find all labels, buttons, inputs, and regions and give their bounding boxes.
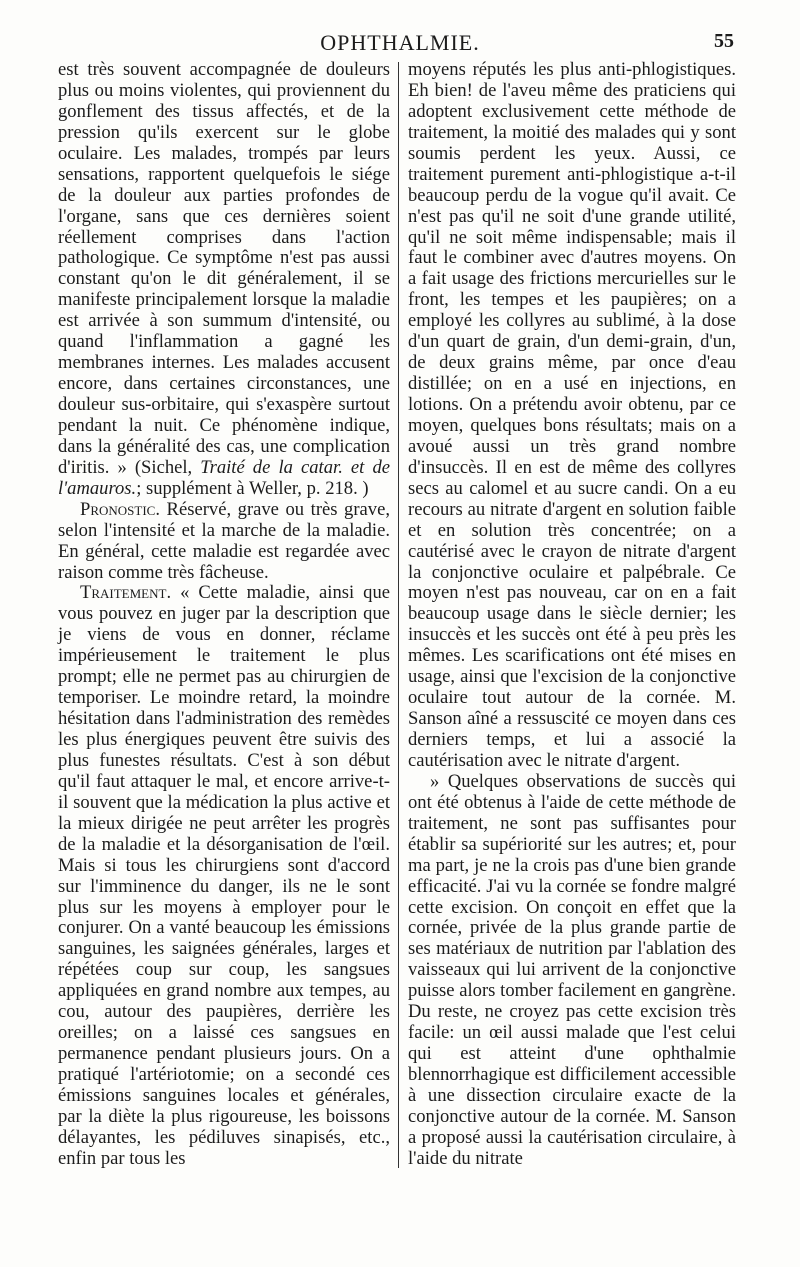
- paragraph-text: « Cette maladie, ainsi que vous pouvez en juger par la description que je viens de vous en donner, réclame impérieusement le traitement le plus prompt; elle ne permet pas au chirurgien de temporiser. Le moindre retard, la moindre hésitation dans l'administration des remèdes les plus énergiques peuvent être suivis des plus funestes résultats. C'est à son début qu'il faut attaquer le mal, et encore arrive-t-il souvent que la médication la plus active et la mieux dirigée ne peut arrêter les progrès de la maladie et la désorganisation de l'œil. Mais si tous les chirurgiens sont d'accord sur l'imminence du danger, ils ne le sont plus sur les moyens à employer pour le conjurer. On a vanté beaucoup les émissions sanguines, les saignées générales, larges et répétées coup sur coup, les sangsues appliquées en grand nombre aux tempes, au cou, autour des paupières, derrière les oreilles; on a laissé ces sangsues en permanence pendant plusieurs jours. On a pratiqué l'artériotomie; on a secondé ces émissions sanguines locales et générales, par la diète la plus rigoureuse, les boissons délayantes, les pédiluves sinapisés, etc., enfin par tous les: [58, 582, 390, 1169]
- cited-work-title: Traité de la catar. et de l'amauros.: [58, 456, 390, 499]
- citation-text: ; supplément à Weller, p. 218. ): [136, 477, 369, 499]
- paragraph-excision: » Quelques observations de succès qui ont été obtenus à l'aide de cette méthode de traitement, ne sont pas suffisantes pour établir sa supériorité sur les autres; et, pour ma part, je ne la crois pas d'une bien grande efficacité. J'ai vu la cornée se fondre malgré cette excision. On conçoit en effet que la cornée, privée de la plus grande partie de ses matériaux de nutrition par l'ablation des vaisseaux qui lui arrivent de la conjonctive puisse alors tomber facilement en gangrène. Du reste, ne croyez pas cette excision très facile: un œil aussi malade que l'est celui qui est atteint d'une ophthalmie blennorrhagique est difficilement accessible à une dissection circulaire exacte de la conjonctive autour de la cornée. M. Sanson a proposé aussi la cautérisation circulaire, à l'aide du nitrate: [408, 770, 736, 1169]
- column-divider: [398, 62, 399, 1168]
- section-label-prognosis: Pronostic.: [80, 498, 160, 520]
- right-column: [408, 60, 736, 1170]
- paragraph-prognosis: [58, 500, 390, 584]
- paragraph-symptoms: [58, 60, 390, 500]
- paragraph-treatment: [58, 583, 390, 1169]
- left-column: [58, 60, 390, 1170]
- paragraph-text: est très souvent accompagnée de douleurs plus ou moins violentes, qui proviennent du gonflement des tissus affectés, et de la pression qu'ils exercent sur le globe oculaire. Les malades, trompés par leurs sensations, rapportent quelquefois le siége de la douleur aux parties profondes de l'organe, sans que ces dernières soient réellement comprises dans l'action pathologique. Ce symptôme n'est pas aussi constant qu'on le dit généralement, il se manifeste principalement lorsque la maladie est arrivée à son summum d'intensité, ou quand l'inflammation a gagné les membranes internes. Les malades accusent encore, dans certaines circonstances, une douleur sus-orbitaire, qui s'exaspère surtout pendant la nuit. Ce phénomène indique, dans la généralité des cas, une complication d'iritis. » (Sichel,: [58, 59, 390, 478]
- running-title: OPHTHALMIE.: [320, 30, 480, 55]
- section-label-treatment: Traitement.: [80, 582, 172, 604]
- page-number: 55: [714, 30, 734, 52]
- paragraph-text: Réservé, grave ou très grave, selon l'intensité et la marche de la maladie. En général, cette maladie est regardée avec raison comme très fâcheuse.: [58, 498, 390, 583]
- paragraph-treatment-continued: moyens réputés les plus anti-phlogistiques. Eh bien! de l'aveu même des praticiens qui adoptent exclusivement cette méthode de traitement, la moitié des malades qui y sont soumis perdent les yeux. Aussi, ce traitement purement anti-phlogistique a-t-il beaucoup perdu de la vogue qu'il avait. Ce n'est pas qu'il ne soit d'une grande utilité, qu'il ne soit même indispensable; mais il faut le combiner avec d'autres moyens. On a fait usage des frictions mercurielles sur le front, les tempes et les paupières; on a employé les collyres au sublimé, à la dose d'un quart de grain, d'un demi-grain, d'un, de deux grains même, par once d'eau distillée; on en a usé en injections, en lotions. On a prétendu avoir obtenu, par ce moyen, quelques bons résultats; mais on a avoué aussi un très grand nombre d'insuccès. Il en est de même des collyres secs au calomel et au sucre candi. On a eu recours au nitrate d'argent en solution faible et en solution très concentrée; on a cautérisé avec le crayon de nitrate d'argent la conjonctive oculaire et palpébrale. Ce moyen n'est pas nouveau, car on en a fait beaucoup usage dans le siècle dernier; les insuccès et les succès ont été à peu près les mêmes. Les scarifications ont été mises en usage, ainsi que l'excision de la conjonctive oculaire tout autour de la cornée. M. Sanson aîné a ressuscité ce moyen dans ces derniers temps, et lui a associé la cautérisation avec le nitrate d'argent.: [408, 59, 736, 771]
